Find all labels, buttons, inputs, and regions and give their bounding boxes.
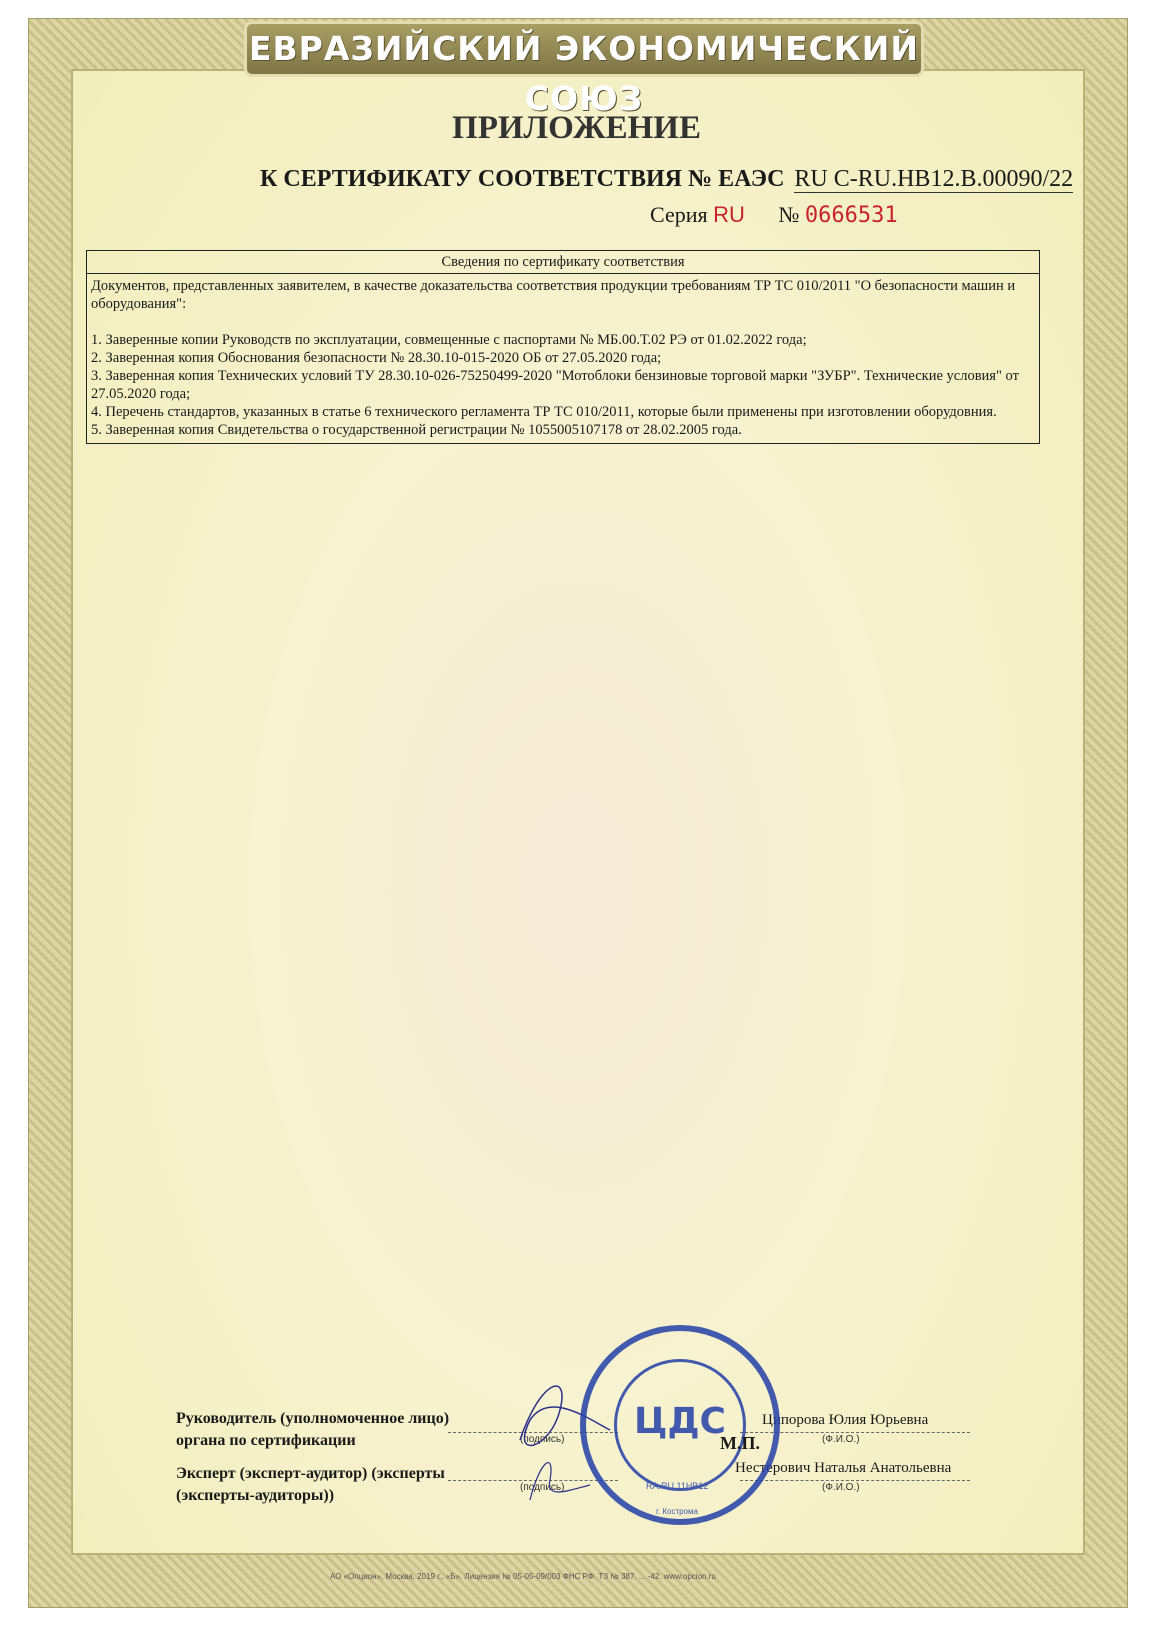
certificate-number: RU C-RU.НВ12.В.00090/22: [794, 166, 1074, 192]
list-item: 2. Заверенная копия Обоснования безопасности № 28.30.10-015-2020 ОБ от 27.05.2020 года;: [91, 350, 662, 366]
seal-place-label: М.П.: [720, 1433, 760, 1453]
table-content: [87, 274, 1039, 443]
signature-caption: (подпись): [520, 1482, 565, 1493]
list-item: 3. Заверенная копия Технических условий ТУ 28.30.10-026-75250499-2020 "Мотоблоки бензиновые торговой марки "ЗУБР". Технические условия" от 27.05.2020 года;: [91, 368, 1019, 402]
intro-text: Документов, представленных заявителем, в качестве доказательства соответствия продукции требованиям ТР ТС 010/2011 "О безопасности машин и оборудования":: [91, 278, 1016, 312]
signature-caption: (подпись): [520, 1434, 565, 1445]
head-name: Ципорова Юлия Юрьевна: [762, 1412, 929, 1428]
expert-name: Нестерович Наталья Анатольевна: [735, 1460, 952, 1476]
subtitle-text: К СЕРТИФИКАТУ СООТВЕТСТВИЯ № ЕАЭС: [260, 166, 785, 192]
expert-name-line: [740, 1480, 970, 1481]
stamp-code: RA.RU.11НВ12: [646, 1481, 709, 1491]
series-value: RU: [713, 202, 745, 227]
list-item: 5. Заверенная копия Свидетельства о государственной регистрации № 1055005107178 от 28.02.2005 года.: [91, 422, 742, 438]
list-item: 4. Перечень стандартов, указанных в статье 6 технического регламента ТР ТС 010/2011, которые были применены при изготовлении оборудовния.: [91, 404, 997, 420]
table-heading: Сведения по сертификату соответствия: [87, 251, 1039, 274]
list-item: 1. Заверенные копии Руководств по эксплуатации, совмещенные с паспортами № МБ.00.Т.02 РЭ от 01.02.2022 года;: [91, 332, 807, 348]
certification-stamp: [580, 1325, 780, 1525]
stamp-city: г. Кострома: [656, 1507, 699, 1516]
blank-number-label: №: [778, 202, 800, 227]
certificate-subtitle: [260, 166, 1073, 193]
series-line: [650, 202, 898, 228]
fio-caption: (Ф.И.О.): [822, 1482, 860, 1493]
certificate-info-table: [86, 250, 1040, 444]
expert-label: Эксперт (эксперт-аудитор) (эксперты (эксперты-аудиторы)): [176, 1465, 445, 1504]
series-label: Серия: [650, 202, 708, 227]
union-banner: ЕВРАЗИЙСКИЙ ЭКОНОМИЧЕСКИЙ СОЮЗ: [244, 21, 924, 77]
head-label: Руководитель (уполномоченное лицо) органа по сертификации: [176, 1410, 450, 1449]
printer-imprint: АО «Опцион», Москва, 2019 г., «Б». Лицензия № 05-05-09/003 ФНС РФ. ТЗ № 387. ... -42. www.opcion.ru: [330, 1572, 716, 1581]
stamp-logo: ЦДС: [614, 1359, 746, 1491]
page-title: ПРИЛОЖЕНИЕ: [452, 110, 701, 146]
blank-number: 0666531: [804, 203, 898, 228]
fio-caption: (Ф.И.О.): [822, 1434, 860, 1445]
